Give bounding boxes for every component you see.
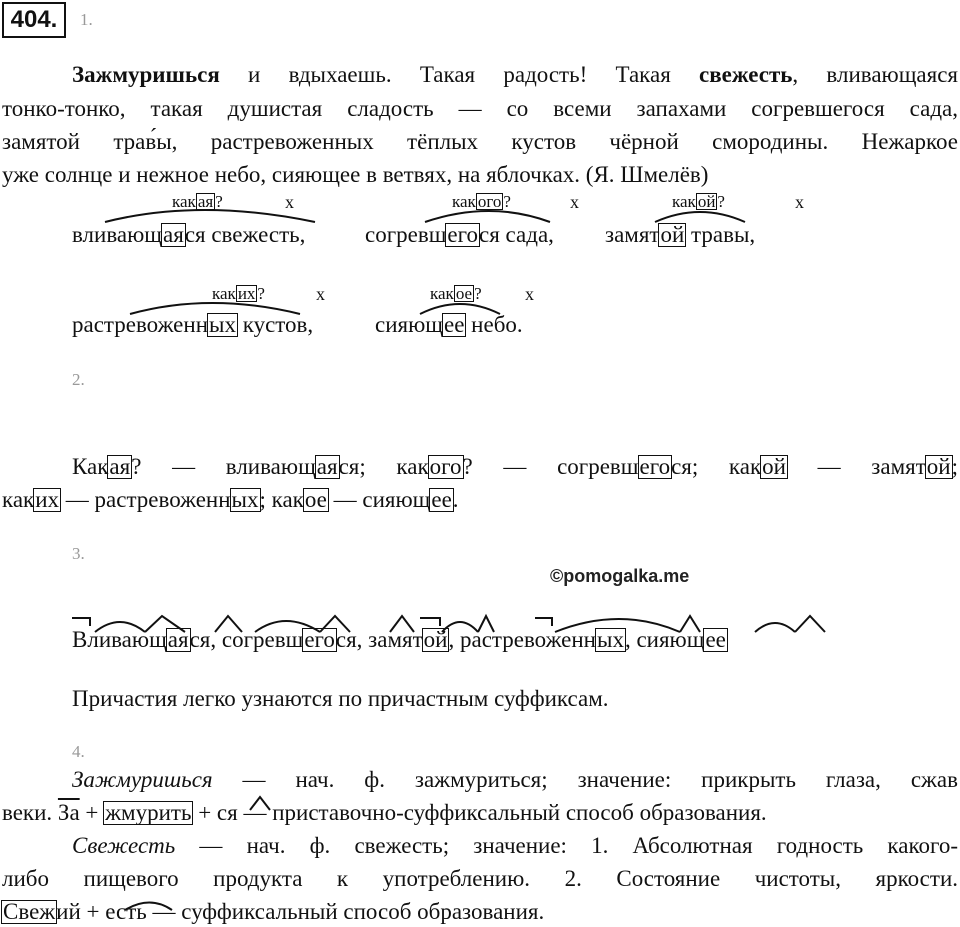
text-segment: , растревоженн [448, 627, 596, 652]
boxed-ending: ых [231, 487, 259, 512]
paragraph-line-3: замятой трав́ы, растревоженных тёплых кустов чёрной смородины. Нежаркое [2, 129, 958, 154]
question-kakogo: как ого ? [452, 192, 511, 211]
text-segment: Как [72, 454, 109, 479]
boxed-ending: ой [926, 454, 951, 479]
cross-mark: x [570, 192, 579, 212]
text-segment: ; [951, 454, 958, 479]
question-kakaya: как ая ? [172, 192, 223, 211]
suffix-sya: ся [216, 800, 238, 825]
suffix-cap [795, 616, 825, 632]
cross-mark: x [525, 284, 534, 304]
section-4-label: 4. [72, 742, 85, 761]
text-segment: , сияющ [624, 627, 705, 652]
exercise-number-box: 404. [2, 2, 66, 38]
boxed-ending: его [304, 627, 335, 652]
prefix-za: За [57, 800, 80, 825]
section-2-label: 2. [72, 370, 85, 389]
text-segment: как [2, 487, 35, 512]
boxed-ending: ое [304, 487, 327, 512]
text-segment: — растревоженн [60, 487, 231, 512]
text-segment: ? — вливающ [131, 454, 316, 479]
root-svezh: Свеж [3, 899, 56, 924]
section-2-line-1 [72, 452, 958, 482]
paragraph-line-4: уже солнце и нежное небо, сияющее в ветвях, на яблочках. (Я. Шмелёв) [2, 162, 709, 187]
phrase-zamyatoy-travy: замятой травы, [605, 222, 756, 247]
cross-mark: x [795, 192, 804, 212]
text-segment: ся, согревш [189, 627, 304, 652]
cross-mark: x [285, 192, 294, 212]
section-4-line-4: либо пищевого продукта к употреблению. 2. Состояние чистоты, яркости. [2, 866, 958, 891]
section-1-label: 1. [80, 10, 93, 29]
phrase-siyayushchee-nebo: сияющее небо. [375, 312, 523, 337]
text-segment: ся, замят [335, 627, 423, 652]
section-4-line-2: веки. За + жмурить + ся — приставочно-суффиксальный способ образования. [2, 800, 767, 825]
text-segment: ? — согревш [462, 454, 639, 479]
question-kakikh: как их ? [212, 284, 265, 303]
section-4-line-5: Свежий + есть — суффиксальный способ образования. [3, 899, 545, 924]
boxed-ending: ее [705, 627, 726, 652]
section-3-morpheme-words [72, 625, 727, 655]
text-segment: — замят [786, 454, 926, 479]
phrase-vlivayushchayasya-svezhest: вливающаяся свежесть, [72, 222, 306, 247]
boxed-ending: ой [762, 454, 786, 479]
root-arc [755, 623, 795, 632]
boxed-ending: его [639, 454, 671, 479]
text-segment: Вливающ [72, 627, 167, 652]
paragraph-line-1: Зажмуришься и вдыхаешь. Такая радость! Такая свежесть, вливающаяся [72, 62, 958, 87]
text-segment: — сияющ [327, 487, 431, 512]
text-segment: ; как [259, 487, 304, 512]
boxed-ending: ая [109, 454, 131, 479]
question-kakoy: как ой ? [672, 192, 725, 211]
text-segment: ся; как [671, 454, 762, 479]
section-3-conclusion: Причастия легко узнаются по причастным суффиксам. [72, 686, 609, 711]
text-segment: . [452, 487, 459, 512]
section-4-line-1: Зажмуришься — нач. ф. зажмуриться; значение: прикрыть глаза, сжав [72, 767, 958, 792]
word-svezhest: свежесть [699, 62, 793, 87]
section-4-line-3: Свежесть — нач. ф. свежесть; значение: 1. Абсолютная годность какого- [72, 833, 958, 858]
paragraph-line-2: тонко-тонко, такая душистая сладость — со всеми запахами согревшегося сада, [2, 96, 958, 121]
phrase-rastrevozhennykh-kustov: растревоженных кустов, [72, 312, 314, 337]
watermark: ©pomogalka.me [550, 566, 690, 586]
boxed-ending: ого [429, 454, 462, 479]
section-3-label: 3. [72, 544, 85, 563]
boxed-ending: ой [423, 627, 448, 652]
suffix-est: есть [105, 899, 147, 924]
boxed-ending: их [35, 487, 60, 512]
boxed-ending: ая [167, 627, 189, 652]
section-2-line-2 [2, 485, 459, 515]
word-zazhmurishsya: Зажмуришься [72, 62, 220, 87]
boxed-ending: ее [431, 487, 452, 512]
cross-mark: x [316, 284, 325, 304]
phrase-sogrevshegosya-sada: согревшегося сада, [365, 222, 554, 247]
question-kakoe: как ое ? [430, 284, 482, 303]
root-zhmurit: жмурить [105, 800, 192, 825]
text-segment: ся; как [338, 454, 429, 479]
boxed-ending: ых [597, 627, 624, 652]
boxed-ending: ая [316, 454, 338, 479]
